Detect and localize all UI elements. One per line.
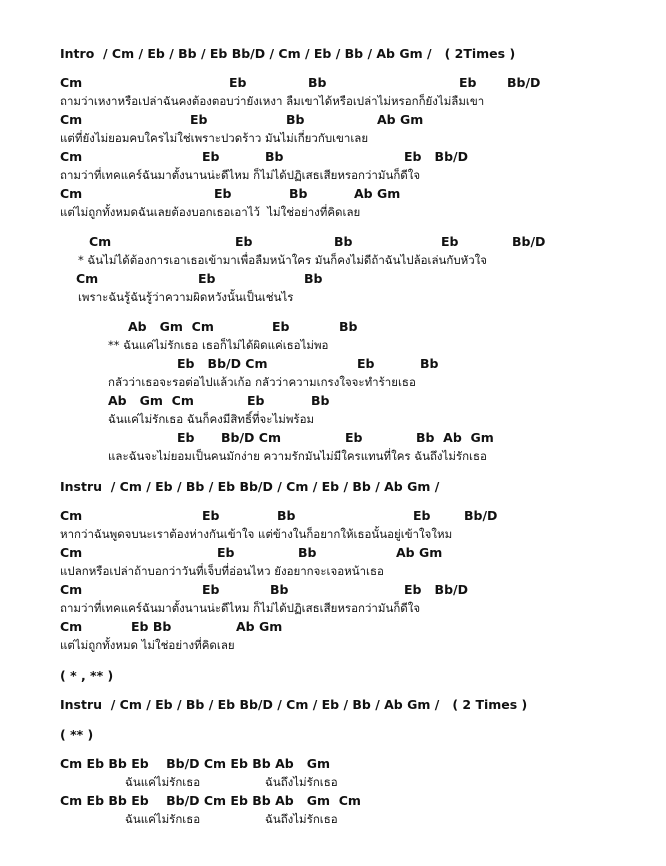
chord: Eb Bb/D Cm (177, 356, 268, 371)
verse1-lyric-4: แต่ไม่ถูกทั้งหมดฉันเลยต้องบอกเธอเอาไว้ ไม่ใช่อย่างที่คิดเลย (60, 205, 361, 219)
chord: Eb Bb/D (404, 149, 468, 164)
chord: Bb (304, 271, 323, 286)
chord: Bb (334, 234, 353, 249)
chord: Cm (60, 149, 83, 164)
hook-lyric-3: ฉันแค่ไม่รักเธอ ฉันก็คงมีสิทธิ์ที่จะไม่พร้อม (108, 412, 315, 426)
chord: Bb (420, 356, 439, 371)
verse2-lyric-4: แต่ไม่ถูกทั้งหมด ไม่ใช่อย่างที่คิดเลย (60, 638, 235, 652)
instrumental-line-2: Instru / Cm / Eb / Bb / Eb Bb/D / Cm / Eb / Bb / Ab Gm / ( 2 Times ) (60, 697, 528, 712)
chord: Eb (229, 75, 247, 90)
chord: Ab Gm Cm (108, 393, 194, 408)
verse1-lyric-1: ถามว่าเหงาหรือเปล่าฉันคงต้องตอบว่ายังเหงา ลืมเขาได้หรือเปล่าไม่หรอกก็ยังไม่ลืมเขา (60, 94, 485, 108)
outro-lyric-row-2 (0, 812, 338, 860)
chord: Bb (311, 393, 330, 408)
chord: Ab Gm (396, 545, 443, 560)
outro-lyric: ฉันถึงไม่รักเธอ (265, 775, 338, 789)
repeat-marker-2: ( ** ) (60, 727, 94, 742)
hook-lyric-2: กลัวว่าเธอจะรอต่อไปแล้วเก้อ กลัวว่าความเกรงใจจะทำร้ายเธอ (108, 375, 416, 389)
chord: Ab Gm (377, 112, 424, 127)
chord: Cm (60, 545, 83, 560)
chord: Eb (198, 271, 216, 286)
chord: Cm (60, 186, 83, 201)
chord: Eb (202, 508, 220, 523)
chord: Eb (247, 393, 265, 408)
chord: Eb (413, 508, 431, 523)
verse2-lyric-1: หากว่าฉันพูดจบนะเราต้องห่างกันเข้าใจ แต่ข้างในก็อยากให้เธอนั้นอยู่เข้าใจใหม (60, 527, 453, 541)
chord: Bb (339, 319, 358, 334)
chord: Bb Ab Gm (416, 430, 494, 445)
chord: Cm (60, 75, 83, 90)
chord: Ab Gm (354, 186, 401, 201)
chord: Cm (60, 619, 83, 634)
chord: Eb (235, 234, 253, 249)
verse1-lyric-3: ถามว่าที่เทคแคร์ฉันมาตั้งนานน่ะดีไหม ก็ไม่ได้ปฏิเสธเสียหรอกว่ามันก็ดีใจ (60, 168, 421, 182)
chord: Cm (60, 508, 83, 523)
chorus-lyric-2: เพราะฉันรู้ฉันรู้ว่าความผิดหวังนั้นเป็นเช่นไร (78, 290, 294, 304)
chord: Bb (289, 186, 308, 201)
chord: Eb (202, 582, 220, 597)
verse1-lyric-2: แต่ที่ยังไม่ยอมคบใครไม่ใช่เพราะปวดร้าว มันไม่เกี่ยวกับเขาเลย (60, 131, 369, 145)
chord: Ab Gm (236, 619, 283, 634)
chord: Eb (357, 356, 375, 371)
chord: Ab Gm Cm (128, 319, 214, 334)
chord: Eb (214, 186, 232, 201)
chord: Cm (60, 112, 83, 127)
chord: Eb (272, 319, 290, 334)
chord: Eb (441, 234, 459, 249)
outro-lyric: ฉันถึงไม่รักเธอ (265, 812, 338, 826)
outro-chord-row-1: Cm Eb Bb Eb Bb/D Cm Eb Bb Ab Gm (60, 756, 331, 771)
hook-lyric-1: ** ฉันแค่ไม่รักเธอ เธอก็ไม่ได้ผิดแค่เธอไม่พอ (108, 338, 329, 352)
chord: Bb/D (512, 234, 546, 249)
verse2-lyric-3: ถามว่าที่เทคแคร์ฉันมาตั้งนานน่ะดีไหม ก็ไม่ได้ปฏิเสธเสียหรอกว่ามันก็ดีใจ (60, 601, 421, 615)
chord: Cm (76, 271, 99, 286)
outro-lyric: ฉันแค่ไม่รักเธอ (125, 775, 201, 789)
chord: Eb (177, 430, 195, 445)
chord: Eb (217, 545, 235, 560)
chord: Cm (89, 234, 112, 249)
verse2-lyric-2: แปลกหรือเปล่าถ้าบอกว่าวันที่เจ็บที่อ่อนไหว ยังอยากจะเจอหน้าเธอ (60, 564, 384, 578)
chorus-lyric-1: * ฉันไม่ได้ต้องการเอาเธอเข้ามาเพื่อลืมหน้าใคร มันก็คงไม่ดีถ้าฉันไปล้อเล่นกับหัวใจ (78, 253, 488, 267)
chord: Bb/D (464, 508, 498, 523)
outro-chord-row-2: Cm Eb Bb Eb Bb/D Cm Eb Bb Ab Gm Cm (60, 793, 361, 808)
instrumental-line: Instru / Cm / Eb / Bb / Eb Bb/D / Cm / Eb / Bb / Ab Gm / (60, 479, 440, 494)
repeat-marker: ( * , ** ) (60, 668, 114, 683)
chord: Bb (308, 75, 327, 90)
chord: Eb (345, 430, 363, 445)
chord: Bb/D (507, 75, 541, 90)
chord: Eb (202, 149, 220, 164)
hook-lyric-4: และฉันจะไม่ยอมเป็นคนมักง่าย ความรักมันไม่มีใครแทนที่ใคร ฉันถึงไม่รักเธอ (108, 449, 487, 463)
chord: Bb (286, 112, 305, 127)
intro-line: Intro / Cm / Eb / Bb / Eb Bb/D / Cm / Eb / Bb / Ab Gm / ( 2Times ) (60, 46, 516, 61)
chord: Bb (265, 149, 284, 164)
chord: Eb Bb (131, 619, 172, 634)
chord: Cm (60, 582, 83, 597)
chord: Eb Bb/D (404, 582, 468, 597)
chord: Bb/D Cm (221, 430, 281, 445)
chord: Eb (190, 112, 208, 127)
chord: Eb (459, 75, 477, 90)
chord: Bb (298, 545, 317, 560)
chord: Bb (270, 582, 289, 597)
outro-lyric: ฉันแค่ไม่รักเธอ (125, 812, 201, 826)
chord: Bb (277, 508, 296, 523)
